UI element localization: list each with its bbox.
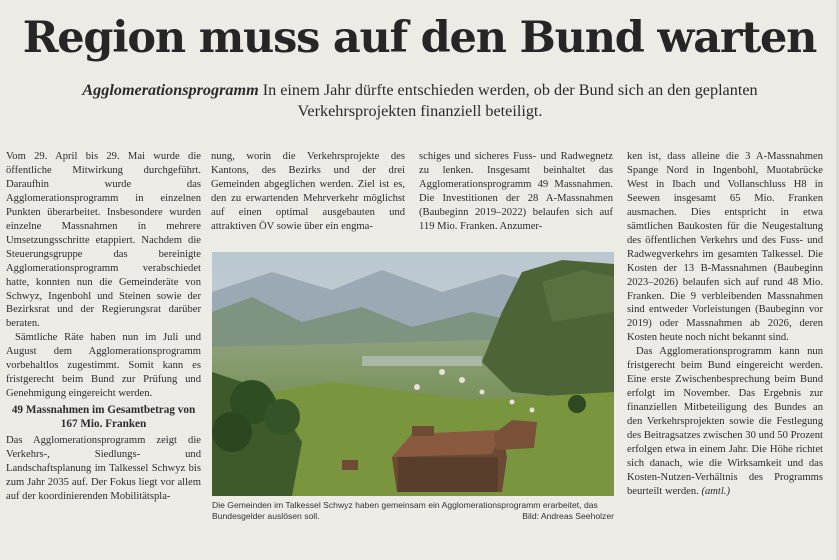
body-paragraph: Sämtliche Räte haben nun im Juli und August dem Agglomerationsprogramm vorbehaltlos zugestimmt. Somit kann es fristgerecht beim Bund zur Prüfung und Genehmigung eingereicht werden. [6,332,201,400]
column-3 [419,150,613,234]
photo-credit: Bild: Andreas Seeholzer [522,511,614,521]
photo-caption [212,500,614,522]
landscape-photo [212,252,614,496]
column-1 [6,150,201,504]
body-paragraph: ken ist, dass alleine die 3 A-Massnahmen Spange Nord in Ingenbohl, Muotabrücke West in Ibach und Vollanschluss H8 in Seewen insgesamt 65 Mio. Franken ausmachen. Dies entspricht in etwa sämtlichen Baukosten für die Neugestaltung des öffentlichen Verkehrs und des Fuss- und Radwegverkehrs im gesamten Talkessel. Die Kosten der 13 B-Massnahmen (Baubeginn 2023–2026) belaufen sich auf rund 48 Mio. Franken. Die 9 verbleibenden Massnahmen sind entweder Vorleistungen (Baubeginn vor 2019) oder Massnahmen ab 2026, deren Kosten heute noch nicht bekannt sind. [627,151,823,344]
subheading: 49 Massnahmen im Gesamtbetrag von 167 Mio. Franken [11,404,196,430]
headline: Region muss auf den Bund warten [22,13,817,63]
body-paragraph: Das Agglomerationsprogramm zeigt die Verkehrs-, Siedlungs- und Landschaftsplanung im Talkessel Schwyz bis zum Jahr 2035 auf. Der Fokus liegt vor allem auf der koordinierenden Mobilitätspla- [6,434,201,502]
body-text: Das Agglomerationsprogramm kann nun fristgerecht beim Bund eingereicht werden. Eine erste Zwischenbesprechung beim Bund erfolgt im November. Das Ergebnis zur finanziellen Mitbeteiligung des Bundes an den Verkehrsprojekten sowie die Festlegung des Beitragsatzes zwischen 30 und 50 Prozent erfolgen etwa in einem Jahr. Die Höhe richtet sich danach, wie die Wirksamkeit und das Kosten-Nutzen-Verhältnis des Programms beurteilt werden. [627,346,823,497]
author-signature: (amtl.) [701,485,730,497]
body-paragraph: nung, worin die Verkehrsprojekte des Kantons, des Bezirks und der drei Gemeinden abgeglichen werden. Ziel ist es, den zu erwartenden Mehrverkehr möglichst auf einen optimal ausgebauten und attraktiven ÖV sowie über ein engma- [211,151,405,232]
body-paragraph: Vom 29. April bis 29. Mai wurde die öffentliche Mitwirkung durchgeführt. Daraufhin wurde das Agglomerationsprogramm in einzelnen Punkten überarbeitet. Insbesondere wurden einzelne Massnahmen in mehrere Umsetzungsschritte etappiert. Nachdem die Steuerungsgruppe das bereinigte Agglomerationsprogramm verabschiedet hatte, konnten nun die Gemeinderäte von Schwyz, Ingenbohl und Steinen sowie der Bezirksrat und der Regierungsrat darüber beraten. [6,151,201,330]
valley-landscape-illustration [212,252,614,496]
lead-kicker: Agglomerationsprogramm [82,81,259,99]
column-4 [627,150,823,499]
lead-paragraph [60,80,780,122]
caption-text: Die Gemeinden im Talkessel Schwyz haben gemeinsam ein Agglomerationsprogramm erarbeitet, das Bundesgelder auslösen soll. [212,500,598,521]
lead-text: In einem Jahr dürfte entschieden werden, ob der Bund sich an den geplanten Verkehrsprojekten finanziell beteiligt. [262,81,758,120]
body-paragraph: schiges und sicheres Fuss- und Radwegnetz zu lenken. Insgesamt beinhaltet das Agglomerationsprogramm 49 Massnahmen. Die Investitionen der 28 A-Massnahmen (Baubeginn 2019–2022) belaufen sich auf 119 Mio. Franken. Anzumer- [419,151,613,232]
body-paragraph [627,345,823,498]
column-2 [211,150,405,234]
